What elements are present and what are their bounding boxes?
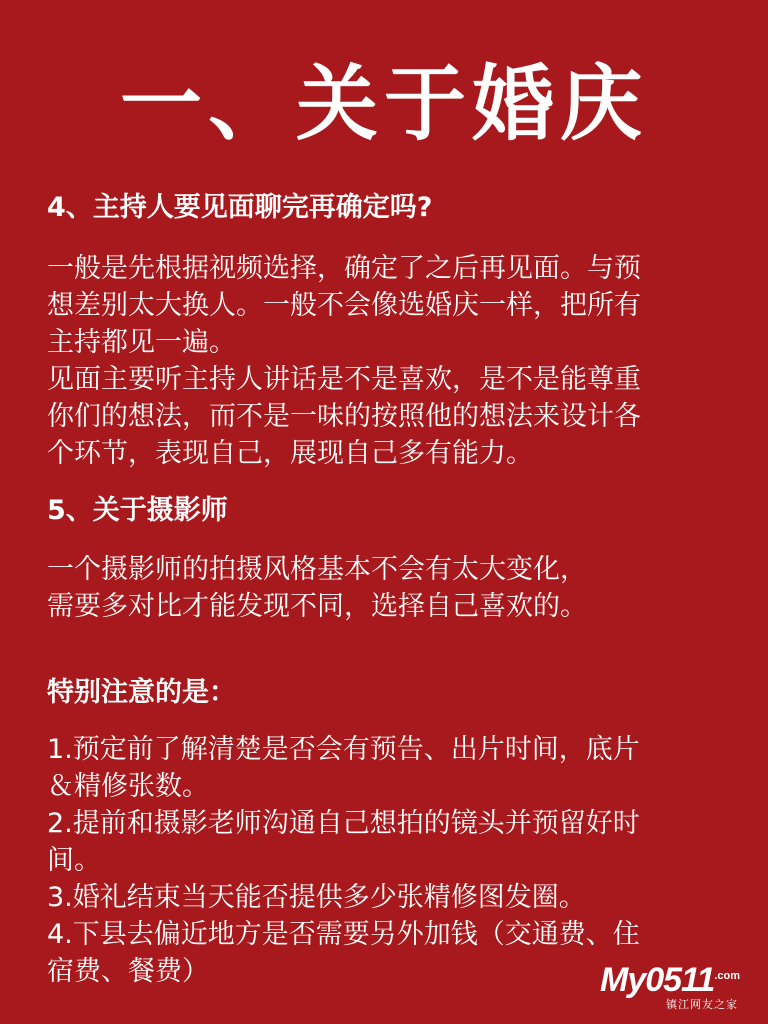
section-4-heading: 4、主持人要见面聊完再确定吗? (47, 192, 433, 223)
article-body (47, 188, 737, 990)
section-4-line: 主持都见一遍。 (47, 327, 236, 358)
section-5-heading: 5、关于摄影师 (47, 495, 228, 526)
notice-line: 1.预定前了解清楚是否会有预告、出片时间，底片 (47, 734, 640, 765)
section-4-line: 个环节，表现自己，展现自己多有能力。 (47, 438, 533, 469)
notice-line: 4.下县去偏近地方是否需要另外加钱（交通费、住 (47, 919, 640, 950)
section-4-line: 想差别太大换人。一般不会像选婚庆一样，把所有 (47, 290, 641, 321)
watermark-domain: .com (714, 970, 740, 982)
notice-list (47, 731, 737, 990)
section-4-line: 你们的想法，而不是一味的按照他的想法来设计各 (47, 401, 641, 432)
notice-line: 3.婚礼结束当天能否提供多少张精修图发圈。 (47, 882, 586, 913)
watermark-brand: My0511 (600, 961, 715, 999)
section-4-line: 一般是先根据视频选择，确定了之后再见面。与预 (47, 253, 641, 284)
notice-line: 2.提前和摄影老师沟通自己想拍的镜头并预留好时 (47, 808, 640, 839)
section-5-line: 需要多对比才能发现不同，选择自己喜欢的。 (47, 591, 587, 622)
notice-line: ＆精修张数。 (47, 771, 209, 802)
page-title: 一、关于婚庆 (119, 57, 648, 152)
watermark-subtitle: 镇江网友之家 (666, 998, 738, 1011)
section-5-line: 一个摄影师的拍摄风格基本不会有太大变化， (47, 554, 587, 585)
notice-heading: 特别注意的是： (47, 677, 236, 708)
section-5-body (47, 551, 737, 625)
notice-line: 宿费、餐费） (47, 956, 209, 987)
notice-line: 间。 (47, 845, 101, 876)
site-watermark-logo (600, 962, 740, 1012)
section-4-body (47, 250, 737, 472)
section-4-line: 见面主要听主持人讲话是不是喜欢，是不是能尊重 (47, 364, 641, 395)
